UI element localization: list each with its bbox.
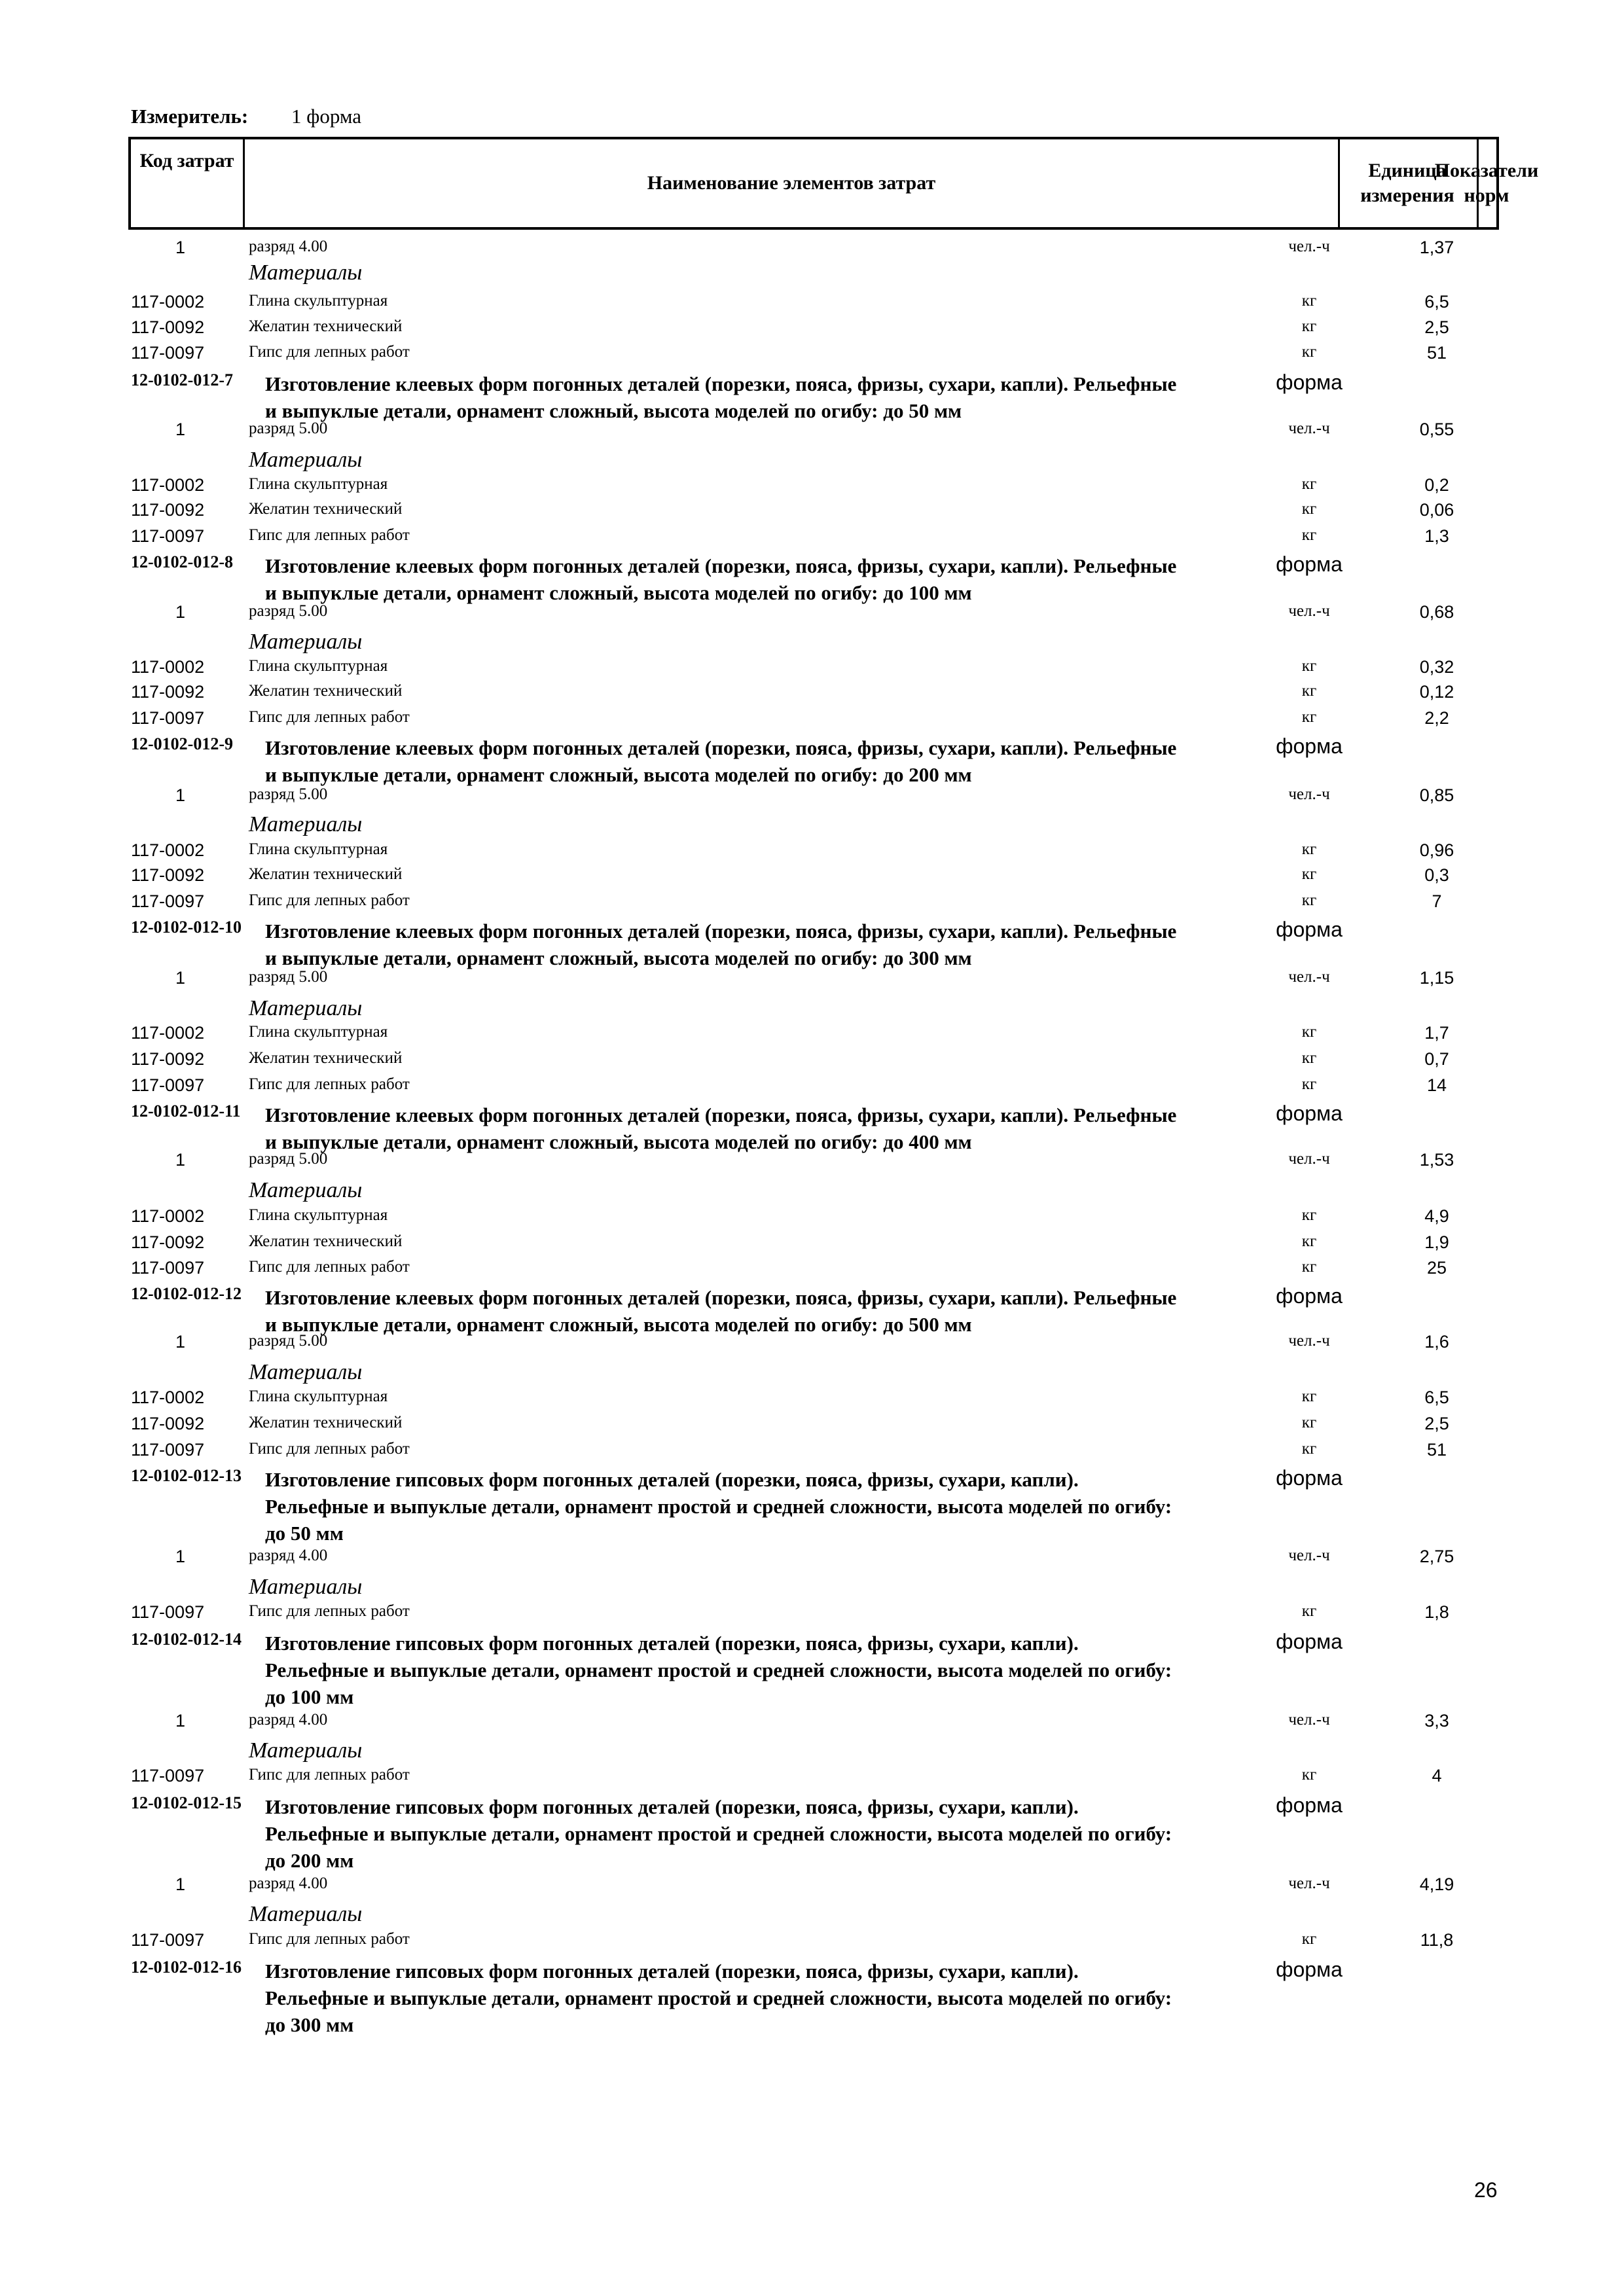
value-cell: 1,15 <box>1419 968 1454 988</box>
materials-label: Материалы <box>249 1575 363 1599</box>
unit-cell: чел.-ч <box>1288 1711 1330 1729</box>
name-cell: Глина скульптурная <box>249 1388 388 1405</box>
code-cell: 117-0092 <box>131 1049 205 1069</box>
name-cell: разряд 5.00 <box>249 420 328 437</box>
name-cell: Гипс для лепных работ <box>249 1766 410 1784</box>
unit-cell: чел.-ч <box>1288 1332 1330 1350</box>
materials-label: Материалы <box>249 1902 363 1926</box>
code-cell: 117-0002 <box>131 840 205 860</box>
value-cell: 0,06 <box>1419 500 1454 520</box>
code-cell: 1 <box>175 968 186 988</box>
section-title <box>265 1102 1240 1155</box>
code-cell: 117-0002 <box>131 1388 205 1407</box>
unit-cell: кг <box>1301 891 1317 909</box>
materials-label: Материалы <box>249 996 363 1020</box>
section-title-line: Рельефные и выпуклые детали, орнамент простой и средней сложности, высота моделей по огибу: <box>265 1495 1172 1518</box>
section-title-line: Изготовление гипсовых форм погонных деталей (порезки, пояса, фризы, сухари, капли). <box>265 1795 1079 1818</box>
name-cell: Глина скульптурная <box>249 1206 388 1224</box>
section-title-line: и выпуклые детали, орнамент сложный, высота моделей по огибу: до 50 мм <box>265 399 962 422</box>
value-cell: 0,3 <box>1424 865 1449 885</box>
name-cell: Глина скульптурная <box>249 292 388 310</box>
materials-label: Материалы <box>249 448 363 472</box>
code-cell: 117-0002 <box>131 1206 205 1226</box>
value-cell: 6,5 <box>1424 1388 1449 1407</box>
code-cell: 117-0097 <box>131 1258 205 1278</box>
unit-cell: форма <box>1276 1284 1343 1308</box>
name-cell: Гипс для лепных работ <box>249 343 410 361</box>
name-cell: Желатин технический <box>249 1049 403 1067</box>
header-norm-line1: Показатели <box>1434 160 1539 181</box>
code-cell: 117-0092 <box>131 1232 205 1252</box>
code-cell: 117-0002 <box>131 1023 205 1043</box>
code-cell: 1 <box>175 1150 186 1170</box>
unit-cell: форма <box>1276 734 1343 758</box>
unit-cell: кг <box>1301 526 1317 544</box>
value-cell: 0,2 <box>1424 475 1449 495</box>
unit-cell: кг <box>1301 292 1317 310</box>
unit-cell: кг <box>1301 1930 1317 1948</box>
value-cell: 4,9 <box>1424 1206 1449 1226</box>
name-cell: разряд 4.00 <box>249 238 328 255</box>
measurer <box>131 105 362 128</box>
code-cell: 117-0097 <box>131 891 205 911</box>
unit-cell: кг <box>1301 1206 1317 1224</box>
unit-cell: кг <box>1301 865 1317 883</box>
unit-cell: кг <box>1301 1232 1317 1250</box>
section-title-line: и выпуклые детали, орнамент сложный, высота моделей по огибу: до 500 мм <box>265 1313 972 1336</box>
value-cell: 51 <box>1426 343 1447 363</box>
code-cell: 117-0097 <box>131 1930 205 1950</box>
section-title <box>265 552 1240 606</box>
section-title-line: до 50 мм <box>265 1522 344 1545</box>
section-title-line: Рельефные и выпуклые детали, орнамент простой и средней сложности, высота моделей по огибу: <box>265 1659 1172 1681</box>
unit-cell: кг <box>1301 500 1317 518</box>
measurer-label: Измеритель: <box>131 105 249 128</box>
unit-cell: чел.-ч <box>1288 1547 1330 1564</box>
value-cell: 1,37 <box>1419 238 1454 257</box>
code-cell: 117-0002 <box>131 292 205 312</box>
value-cell: 1,8 <box>1424 1602 1449 1622</box>
section-title-line: Рельефные и выпуклые детали, орнамент простой и средней сложности, высота моделей по огибу: <box>265 1986 1172 2009</box>
code-cell: 1 <box>175 1332 186 1352</box>
code-cell: 117-0092 <box>131 317 205 337</box>
name-cell: Гипс для лепных работ <box>249 1440 410 1458</box>
unit-cell: форма <box>1276 1793 1343 1817</box>
unit-cell: кг <box>1301 1049 1317 1067</box>
unit-cell: кг <box>1301 657 1317 675</box>
table-header <box>128 137 1539 230</box>
value-cell: 2,2 <box>1424 708 1449 728</box>
unit-cell: форма <box>1276 1630 1343 1653</box>
unit-cell: кг <box>1301 1414 1317 1431</box>
code-cell: 117-0002 <box>131 475 205 495</box>
value-cell: 14 <box>1426 1075 1447 1095</box>
materials-label: Материалы <box>249 1178 363 1202</box>
code-cell: 117-0097 <box>131 343 205 363</box>
unit-cell: кг <box>1301 317 1317 335</box>
section-code: 12-0102-012-12 <box>131 1284 242 1303</box>
section-title-line: Изготовление гипсовых форм погонных деталей (порезки, пояса, фризы, сухари, капли). <box>265 1468 1079 1491</box>
section-title <box>265 1284 1240 1338</box>
section-title-line: и выпуклые детали, орнамент сложный, высота моделей по огибу: до 300 мм <box>265 946 972 969</box>
name-cell: Желатин технический <box>249 317 403 335</box>
section-title <box>265 734 1240 788</box>
unit-cell: кг <box>1301 682 1317 700</box>
value-cell: 2,75 <box>1419 1547 1454 1566</box>
unit-cell: форма <box>1276 1102 1343 1125</box>
unit-cell: кг <box>1301 1023 1317 1041</box>
header-unit-line2: измерения <box>1360 185 1454 206</box>
section-code: 12-0102-012-13 <box>131 1466 242 1485</box>
unit-cell: чел.-ч <box>1288 238 1330 255</box>
materials-label: Материалы <box>249 1738 363 1763</box>
value-cell: 0,12 <box>1419 682 1454 702</box>
section-title-line: и выпуклые детали, орнамент сложный, высота моделей по огибу: до 200 мм <box>265 763 972 786</box>
section-code: 12-0102-012-7 <box>131 370 233 389</box>
unit-cell: кг <box>1301 1440 1317 1458</box>
code-cell: 1 <box>175 602 186 622</box>
name-cell: разряд 5.00 <box>249 602 328 620</box>
unit-cell: чел.-ч <box>1288 602 1330 620</box>
name-cell: Желатин технический <box>249 682 403 700</box>
section-title-line: до 300 мм <box>265 2013 354 2036</box>
name-cell: разряд 5.00 <box>249 785 328 803</box>
unit-cell: форма <box>1276 1466 1343 1490</box>
section-title <box>265 1958 1240 2038</box>
code-cell: 117-0097 <box>131 708 205 728</box>
code-cell: 117-0092 <box>131 682 205 702</box>
code-cell: 117-0097 <box>131 1766 205 1785</box>
code-cell: 117-0092 <box>131 1414 205 1433</box>
unit-cell: чел.-ч <box>1288 785 1330 803</box>
code-cell: 1 <box>175 1711 186 1731</box>
name-cell: разряд 5.00 <box>249 1332 328 1350</box>
materials-label: Материалы <box>249 812 363 836</box>
name-cell: Гипс для лепных работ <box>249 1075 410 1093</box>
section-title <box>265 370 1240 424</box>
value-cell: 4 <box>1432 1766 1442 1785</box>
code-cell: 1 <box>175 238 186 257</box>
section-code: 12-0102-012-16 <box>131 1958 242 1977</box>
value-cell: 1,9 <box>1424 1232 1449 1252</box>
code-cell: 117-0002 <box>131 657 205 677</box>
unit-cell: кг <box>1301 840 1317 858</box>
value-cell: 0,55 <box>1419 420 1454 439</box>
name-cell: Гипс для лепных работ <box>249 1258 410 1276</box>
materials-label: Материалы <box>249 1360 363 1384</box>
value-cell: 2,5 <box>1424 1414 1449 1433</box>
section-title-line: и выпуклые детали, орнамент сложный, высота моделей по огибу: до 100 мм <box>265 581 972 604</box>
header-name: Наименование элементов затрат <box>245 139 1340 227</box>
section-code: 12-0102-012-14 <box>131 1630 242 1649</box>
name-cell: Гипс для лепных работ <box>249 526 410 544</box>
value-cell: 25 <box>1426 1258 1447 1278</box>
name-cell: Гипс для лепных работ <box>249 1602 410 1620</box>
unit-cell: чел.-ч <box>1288 420 1330 437</box>
name-cell: разряд 5.00 <box>249 1150 328 1168</box>
section-title-line: до 200 мм <box>265 1849 354 1872</box>
code-cell: 1 <box>175 785 186 805</box>
section-title-line: до 100 мм <box>265 1685 354 1708</box>
code-cell: 117-0092 <box>131 865 205 885</box>
section-title <box>265 1630 1240 1710</box>
code-cell: 117-0092 <box>131 500 205 520</box>
value-cell: 6,5 <box>1424 292 1449 312</box>
measurer-value: 1 форма <box>291 105 362 128</box>
section-title <box>265 918 1240 971</box>
section-code: 12-0102-012-9 <box>131 734 233 753</box>
value-cell: 0,96 <box>1419 840 1454 860</box>
code-cell: 117-0097 <box>131 1440 205 1460</box>
materials-label: Материалы <box>249 260 363 285</box>
unit-cell: чел.-ч <box>1288 1874 1330 1892</box>
section-title-line: Изготовление клеевых форм погонных деталей (порезки, пояса, фризы, сухари, капли). Рельефные <box>265 1103 1177 1126</box>
code-cell: 1 <box>175 420 186 439</box>
section-code: 12-0102-012-10 <box>131 918 242 937</box>
header-norm-line2: норм <box>1464 185 1509 206</box>
unit-cell: кг <box>1301 1075 1317 1093</box>
unit-cell: форма <box>1276 552 1343 576</box>
name-cell: Глина скульптурная <box>249 1023 388 1041</box>
unit-cell: кг <box>1301 1388 1317 1405</box>
name-cell: Гипс для лепных работ <box>249 1930 410 1948</box>
unit-cell: чел.-ч <box>1288 968 1330 986</box>
unit-cell: кг <box>1301 708 1317 726</box>
unit-cell: форма <box>1276 1958 1343 1981</box>
section-title-line: Изготовление клеевых форм погонных деталей (порезки, пояса, фризы, сухари, капли). Рельефные <box>265 1286 1177 1309</box>
section-title-line: Изготовление гипсовых форм погонных деталей (порезки, пояса, фризы, сухари, капли). <box>265 1632 1079 1655</box>
unit-cell: кг <box>1301 343 1317 361</box>
value-cell: 0,85 <box>1419 785 1454 805</box>
name-cell: Желатин технический <box>249 1414 403 1431</box>
value-cell: 7 <box>1432 891 1442 911</box>
name-cell: Желатин технический <box>249 865 403 883</box>
code-cell: 1 <box>175 1547 186 1566</box>
name-cell: Глина скульптурная <box>249 475 388 493</box>
value-cell: 1,7 <box>1424 1023 1449 1043</box>
section-title-line: Изготовление клеевых форм погонных деталей (порезки, пояса, фризы, сухари, капли). Рельефные <box>265 554 1177 577</box>
page-number: 26 <box>1474 2178 1498 2202</box>
name-cell: Глина скульптурная <box>249 657 388 675</box>
section-title-line: Изготовление клеевых форм погонных деталей (порезки, пояса, фризы, сухари, капли). Рельефные <box>265 920 1177 942</box>
section-title-line: и выпуклые детали, орнамент сложный, высота моделей по огибу: до 400 мм <box>265 1130 972 1153</box>
unit-cell: форма <box>1276 918 1343 941</box>
unit-cell: форма <box>1276 370 1343 394</box>
name-cell: Желатин технический <box>249 500 403 518</box>
name-cell: Желатин технический <box>249 1232 403 1250</box>
value-cell: 51 <box>1426 1440 1447 1460</box>
code-cell: 117-0097 <box>131 1602 205 1622</box>
value-cell: 1,6 <box>1424 1332 1449 1352</box>
code-cell: 117-0097 <box>131 1075 205 1095</box>
section-title-line: Изготовление клеевых форм погонных деталей (порезки, пояса, фризы, сухари, капли). Рельефные <box>265 736 1177 759</box>
name-cell: разряд 4.00 <box>249 1711 328 1729</box>
name-cell: Гипс для лепных работ <box>249 891 410 909</box>
value-cell: 3,3 <box>1424 1711 1449 1731</box>
name-cell: разряд 5.00 <box>249 968 328 986</box>
header-unit-line1: Единица <box>1368 160 1447 181</box>
unit-cell: кг <box>1301 1602 1317 1620</box>
name-cell: разряд 4.00 <box>249 1874 328 1892</box>
value-cell: 1,53 <box>1419 1150 1454 1170</box>
unit-cell: кг <box>1301 1258 1317 1276</box>
value-cell: 0,68 <box>1419 602 1454 622</box>
section-title-line: Рельефные и выпуклые детали, орнамент простой и средней сложности, высота моделей по огибу: <box>265 1822 1172 1845</box>
code-cell: 1 <box>175 1874 186 1894</box>
value-cell: 1,3 <box>1424 526 1449 546</box>
section-title-line: Изготовление гипсовых форм погонных деталей (порезки, пояса, фризы, сухари, капли). <box>265 1960 1079 1982</box>
name-cell: Гипс для лепных работ <box>249 708 410 726</box>
value-cell: 4,19 <box>1419 1874 1454 1894</box>
value-cell: 2,5 <box>1424 317 1449 337</box>
section-title <box>265 1793 1240 1874</box>
code-cell: 117-0097 <box>131 526 205 546</box>
section-title-line: Изготовление клеевых форм погонных деталей (порезки, пояса, фризы, сухари, капли). Рельефные <box>265 372 1177 395</box>
value-cell: 0,7 <box>1424 1049 1449 1069</box>
section-code: 12-0102-012-11 <box>131 1102 241 1121</box>
value-cell: 11,8 <box>1420 1930 1454 1950</box>
value-cell: 0,32 <box>1419 657 1454 677</box>
name-cell: разряд 4.00 <box>249 1547 328 1564</box>
header-code: Код затрат <box>131 139 245 227</box>
section-code: 12-0102-012-8 <box>131 552 233 571</box>
unit-cell: кг <box>1301 475 1317 493</box>
materials-label: Материалы <box>249 630 363 654</box>
header-norm <box>1434 139 1539 227</box>
name-cell: Глина скульптурная <box>249 840 388 858</box>
section-title <box>265 1466 1240 1547</box>
unit-cell: кг <box>1301 1766 1317 1784</box>
unit-cell: чел.-ч <box>1288 1150 1330 1168</box>
section-code: 12-0102-012-15 <box>131 1793 242 1812</box>
